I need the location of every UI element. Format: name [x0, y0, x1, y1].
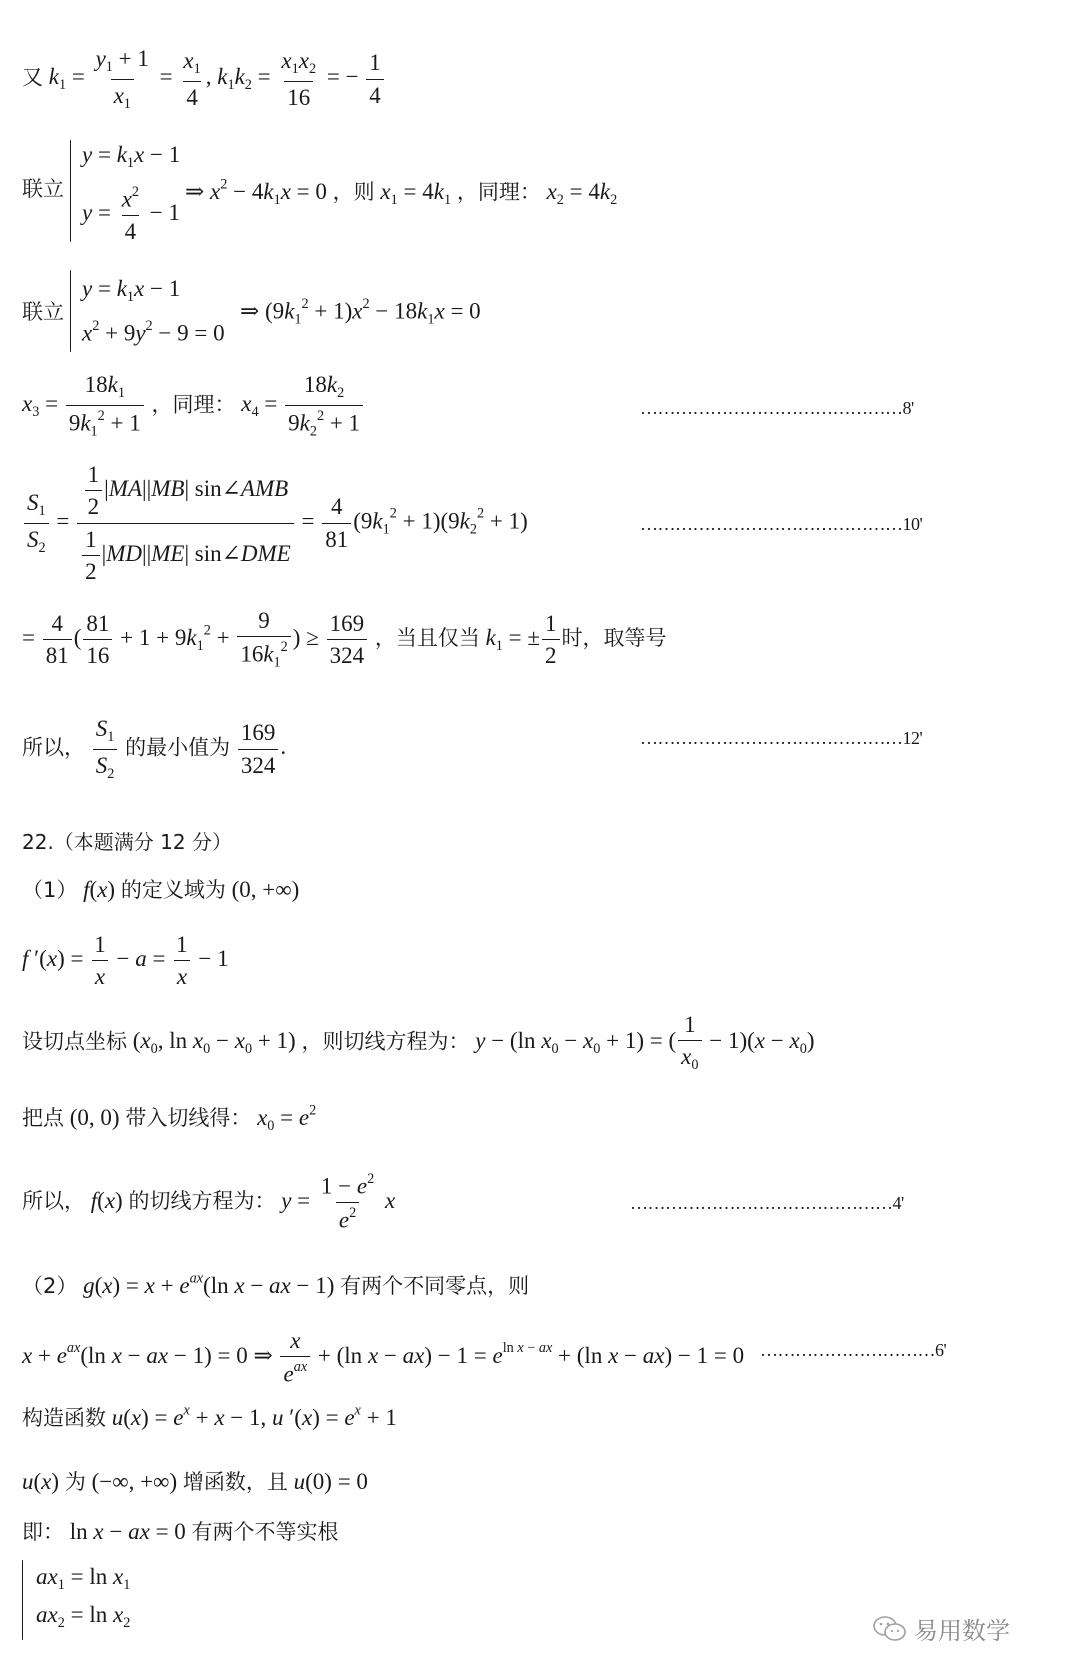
text-qiexian-fangcheng: ，则切线方程为：: [301, 1029, 470, 1054]
left-brace: [70, 140, 71, 242]
text-shequdian: 设切点坐标: [22, 1029, 127, 1054]
text-lianli: 联立: [22, 177, 64, 201]
eq-domain: （1） f(x) 的定义域为 (0, +∞): [22, 877, 300, 902]
eq-ji: 即： ln x − ax = 0 有两个不等实根: [22, 1519, 339, 1544]
text-de-qiexian: 的切线方程为：: [128, 1188, 276, 1213]
text-de-zuixiaozhi: 的最小值为: [125, 735, 231, 760]
text-ba-dian: 把点: [22, 1106, 64, 1130]
math-system2-row2: $x^2 + 9y^2 - 9 = 0$: [82, 318, 225, 346]
watermark-text: 易用数学: [914, 1617, 1010, 1645]
text-ze: ，则: [332, 180, 375, 204]
text-tongli-2: ，同理：: [151, 392, 236, 417]
text-suoyi-2: 所以，: [22, 1188, 85, 1213]
text-dairu: 带入切线得：: [125, 1106, 252, 1130]
eq-substitute: 把点 (0, 0) 带入切线得： $x_0 = e^2$: [22, 1102, 317, 1134]
text-dangqie: ，当且仅当: [374, 626, 480, 651]
text-tongli: ，同理：: [456, 180, 541, 204]
text-ji: 即：: [22, 1520, 64, 1544]
math-final-row2: $ax_2 = \ln x_2$: [36, 1602, 131, 1631]
math-system1-row2: y = $\frac{x^2}{4}$ − 1: [82, 184, 181, 244]
text-you: 又: [22, 65, 43, 90]
math-k1: $k_1$ = $\frac{y_1 + 1}{x_1}$ = $\frac{x_1}{4}$ , $k_1k_2$ = $\frac{x_1x_2}{16}$ = − $\frac{1}{4}$: [49, 64, 386, 89]
text-you-liangge-lingdian: 有两个不同零点，则: [340, 1274, 530, 1298]
text-lianli-2: 联立: [22, 300, 64, 324]
eq-tangent-line: 所以， f(x) 的切线方程为： y = $\frac{1 - e^2}{e^2}$ x: [22, 1171, 396, 1233]
score-mark-6: …………………………6': [760, 1340, 947, 1360]
eq-construct-u: 构造函数 $u(x) = e^x + x - 1$, u $'(x) = e^x + 1$: [22, 1402, 397, 1430]
eq-transform: $x + e^{ax}(\ln$ x − ax − 1) = 0 ⇒ $\frac{x}{e^{ax}}$ + (ln $x - ax) - 1 = e^{ln x - ax} + (\ln$ x − ax) − 1 = 0: [22, 1328, 745, 1387]
eq-system-ellipse-label: [22, 296, 64, 326]
eq-u-increasing: u(x) 为 (−∞, +∞) 增函数，且 u(0) = 0: [22, 1469, 368, 1494]
wechat-icon: [872, 1615, 908, 1643]
text-shi-qudenghao: 时，取等号: [561, 626, 667, 651]
text-zengshu: 增函数，且: [182, 1470, 288, 1494]
math-system1-row1: $y = k_1x - 1$: [82, 142, 181, 171]
eq-x3-x4: $x_3$ = $\frac{18k_1}{9k_1^2 + 1}$ ，同理： $x_4$ = $\frac{18k_2}{9k_2^2 + 1}$: [22, 372, 365, 440]
text-gouzao: 构造函数: [22, 1406, 106, 1430]
left-brace: [70, 270, 71, 352]
eq-inequality: = $\frac{4}{81}$ ( $\frac{81}{16}$ + $1 + 9k_1^2$ + $\frac{9}{16k_1^2}$ ) ≥ $\frac{169}{324}$ ，当且仅当 $k_1$ = ± $\frac{1}{2}$ 时，取等号: [22, 608, 667, 671]
eq-system-parabola-label: [22, 173, 64, 203]
eq-gx: （2） $g(x) = x + e^{ax}(\ln$ x − ax − 1) 有两个不同零点，则: [22, 1270, 530, 1298]
eq-derivative: f ′(x) = $\frac{1}{x}$ − a = $\frac{1}{x}$ − 1: [22, 932, 229, 990]
text-dingyiyu: 的定义域为: [120, 878, 226, 902]
text-suoyi: 所以，: [22, 735, 85, 760]
text-part2: （2）: [22, 1274, 78, 1298]
score-mark-4: ………………………………………4': [630, 1193, 904, 1213]
eq-min-value: 所以， $\frac{S_1}{S_2}$ 的最小值为 $\frac{169}{324}$ .: [22, 716, 287, 782]
math-system2-row1: $y = k_1x - 1$: [82, 276, 181, 305]
math-system2-result: ⇒ $(9k_1^2 + 1)x^2 - 18k_1x = 0$: [240, 296, 481, 328]
text-wei: 为: [64, 1470, 86, 1494]
eq-system1-result: ⇒ $x^2 - 4k_1x = 0$ ，则 $x_1 = 4k_1$ ，同理： $x_2 = 4k_2$: [185, 176, 618, 208]
question-22-heading: 22.（本题满分 12 分）: [22, 830, 232, 854]
text-liangge-shigen: 有两个不等实根: [191, 1520, 339, 1544]
score-mark-12: ………………………………………12': [640, 728, 923, 748]
score-mark-10: ………………………………………10': [640, 514, 923, 534]
watermark: [872, 1611, 1010, 1646]
left-brace: [22, 1560, 23, 1640]
eq-tangent-point: 设切点坐标 ($x_0$, $\ln x_0 - x_0 + 1$) ，则切线方程为： y − (ln $x_0 - x_0 + 1$) = ( $\frac{1}{x_0}$ − $1)(x - x_0)$: [22, 1012, 815, 1074]
score-mark-8: ………………………………………8': [640, 398, 914, 418]
eq-k1-line: [22, 46, 386, 112]
text-part1: （1）: [22, 878, 78, 902]
eq-area-ratio: $\frac{S_1}{S_2}$ = $\frac{1}{2}$ |MA||MB| sin∠AMB $\frac{1}{2}$ |MD||ME| sin∠DME = $\frac{4}{81}$ $(9k_1^2 + 1)(9k_2^2 + 1)$: [22, 462, 528, 584]
math-final-row1: $ax_1 = \ln x_1$: [36, 1564, 131, 1593]
